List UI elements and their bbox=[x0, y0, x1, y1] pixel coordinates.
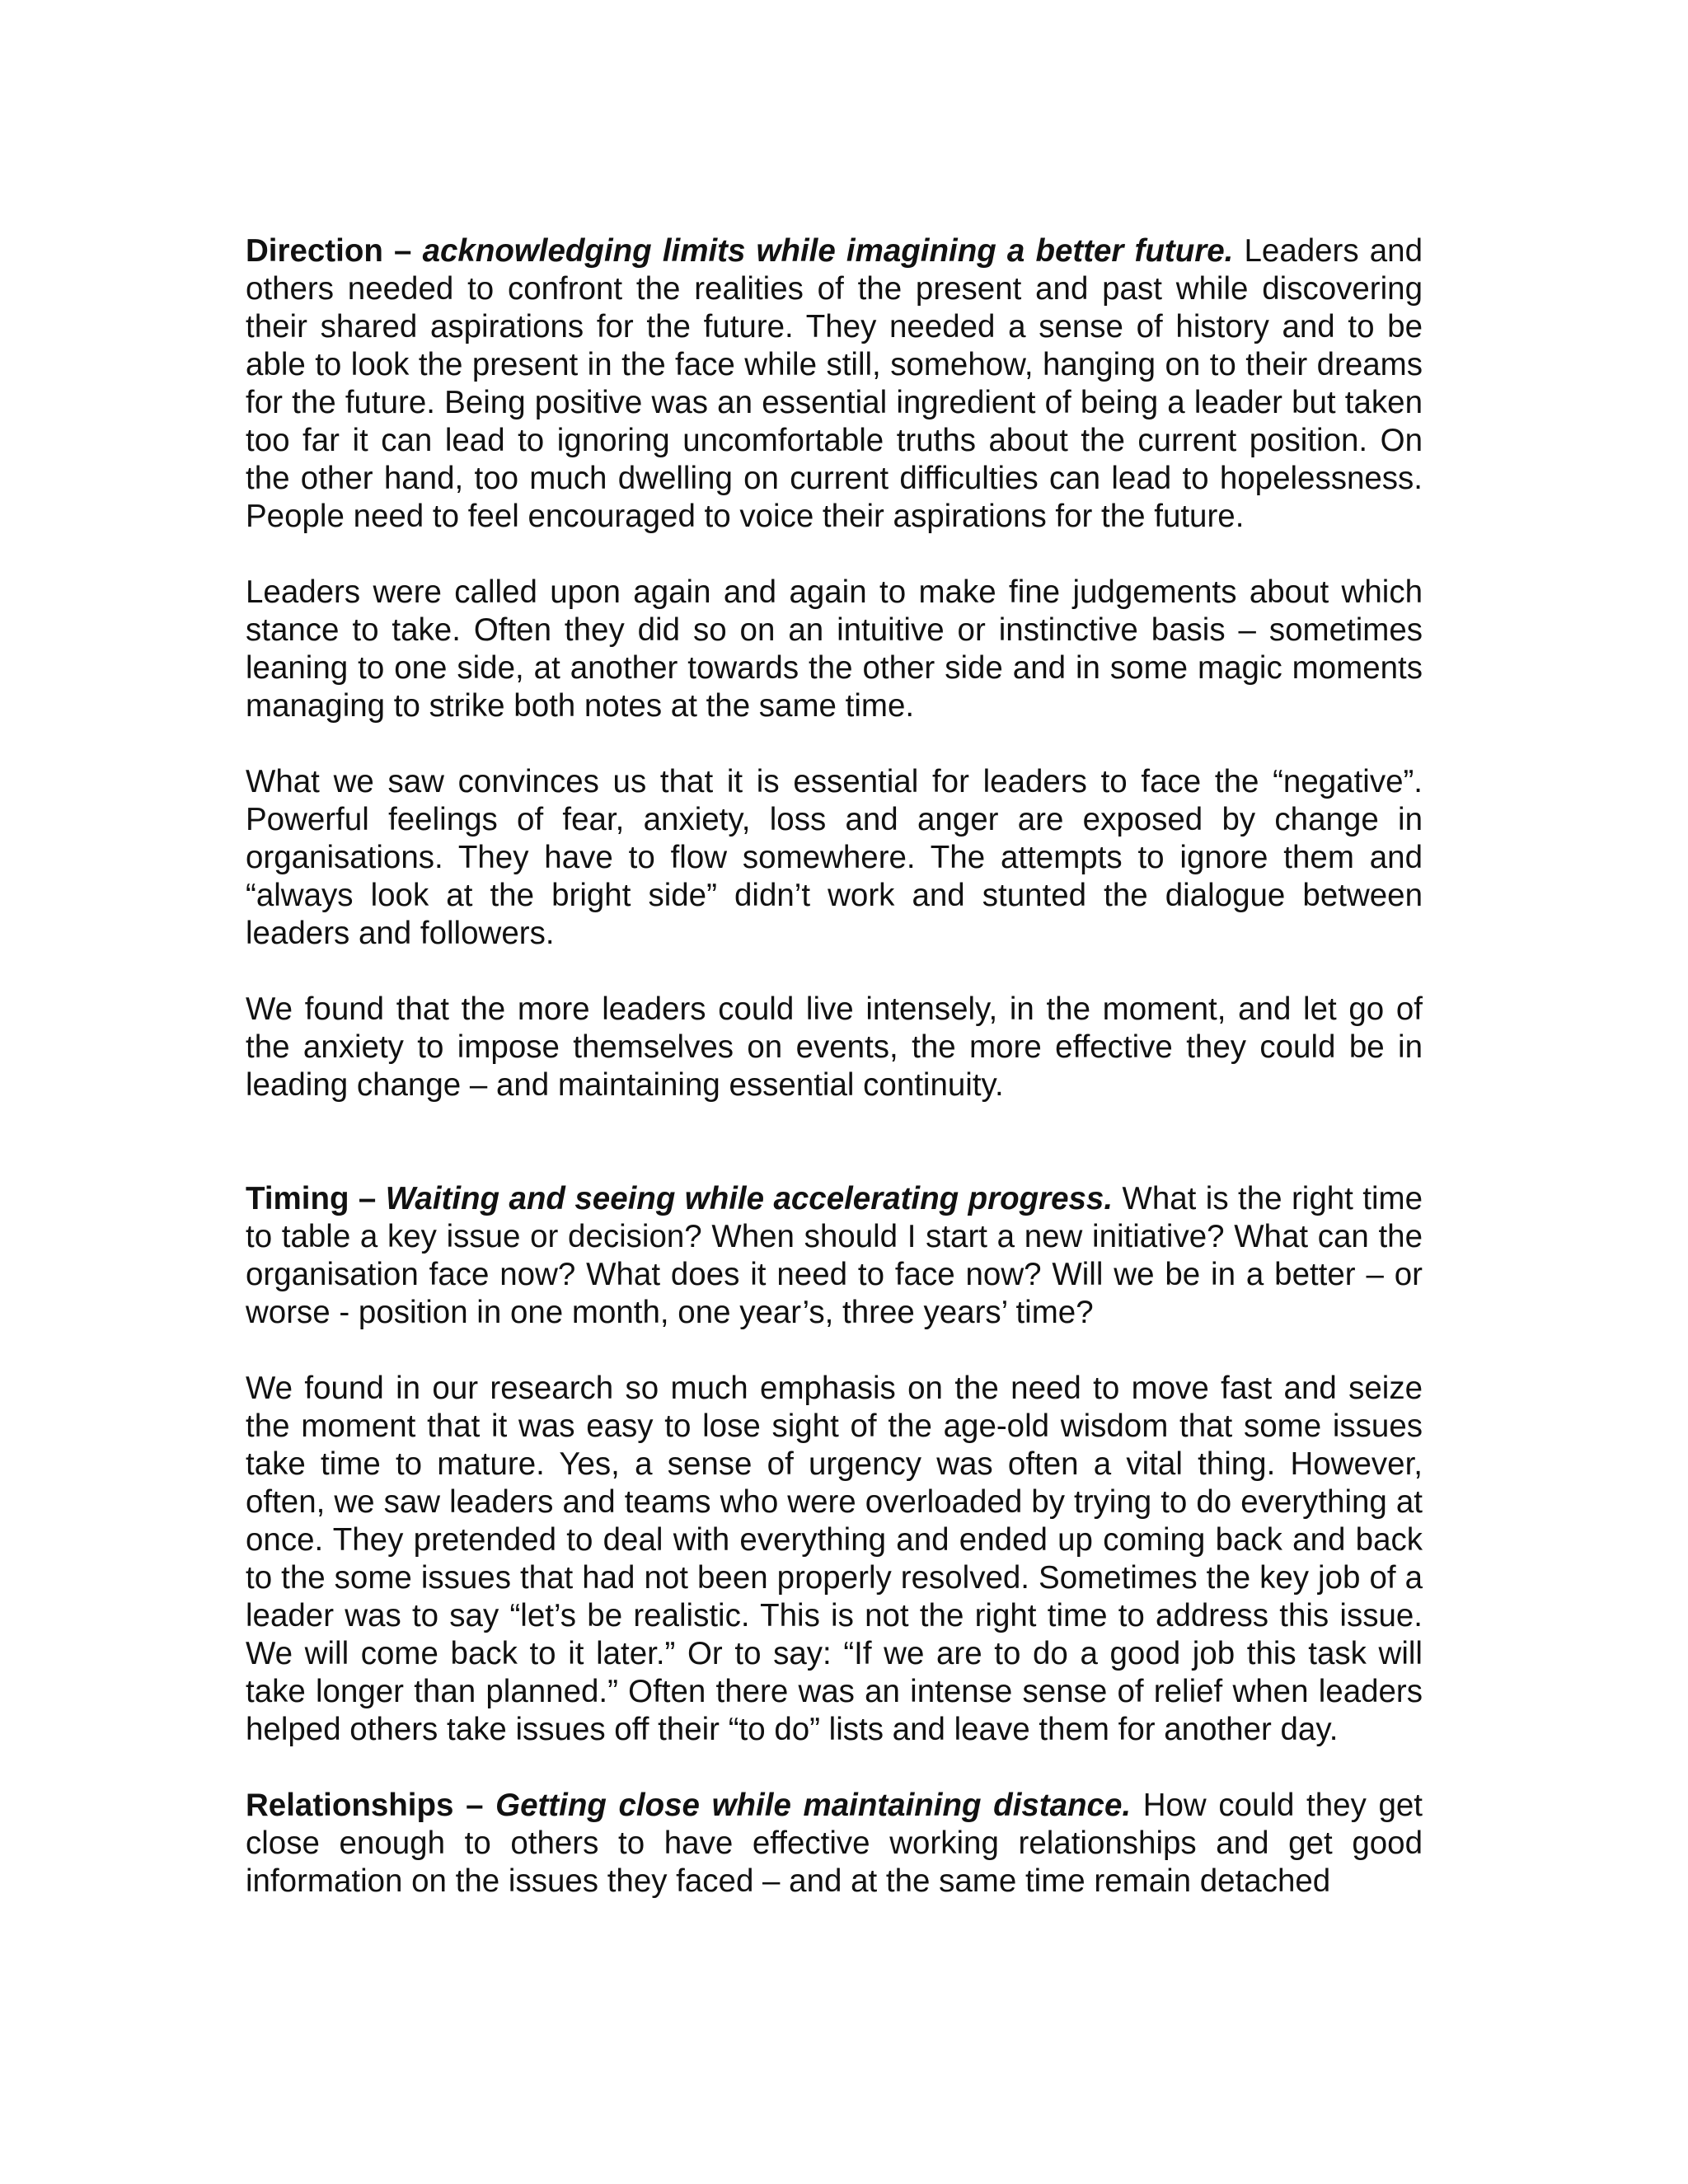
face-negative-paragraph: What we saw convinces us that it is essential for leaders to face the “negative”. Powerful feelings of fear, anxiety, loss and anger are exposed by change in organisations. They have to flow somewhere. The attempts to ignore them and “always look at the bright side” didn’t work and stunted the dialogue between leaders and followers. bbox=[246, 764, 1423, 951]
relationships-body: How could they get close enough to others to have effective working relationships and get good information on the issues they faced – and at the same time remain detached bbox=[246, 1788, 1423, 1899]
direction-subheading: acknowledging limits while imagining a better future. bbox=[422, 233, 1234, 269]
timing-body: What is the right time to table a key issue or decision? When should I start a new initiative? What can the organisation face now? What does it need to face now? Will we be in a better – or worse - position in one month, one year’s, three years’ time? bbox=[246, 1181, 1423, 1330]
timing-heading: Timing – bbox=[246, 1181, 386, 1216]
relationships-paragraph bbox=[246, 1787, 1423, 1900]
relationships-heading: Relationships – bbox=[246, 1788, 496, 1823]
direction-paragraph bbox=[246, 232, 1423, 536]
direction-heading: Direction – bbox=[246, 233, 423, 269]
fine-judgements-paragraph: Leaders were called upon again and again to make fine judgements about which stance to take. Often they did so on an intuitive or instinctive basis – sometimes leaning to one side, at another towards the other side and in some magic moments managing to strike both notes at the same time. bbox=[246, 574, 1423, 724]
document-page bbox=[246, 232, 1423, 1900]
relationships-subheading: Getting close while maintaining distance. bbox=[495, 1788, 1132, 1823]
direction-body: Leaders and others needed to confront the realities of the present and past while discovering their shared aspirations for the future. They needed a sense of history and to be able to look the present in the face while still, somehow, hanging on to their dreams for the future. Being positive was an essential ingredient of being a leader but taken too far it can lead to ignoring uncomfortable truths about the current position. On the other hand, too much dwelling on current difficulties can lead to hopelessness. People need to feel encouraged to voice their aspirations for the future. bbox=[246, 233, 1423, 534]
live-intensely-paragraph: We found that the more leaders could live intensely, in the moment, and let go of the anxiety to impose themselves on events, the more effective they could be in leading change – and maintaining essential continuity. bbox=[246, 991, 1423, 1103]
timing-subheading: Waiting and seeing while accelerating progress. bbox=[385, 1181, 1114, 1216]
timing-paragraph bbox=[246, 1180, 1423, 1332]
research-paragraph: We found in our research so much emphasis on the need to move fast and seize the moment that it was easy to lose sight of the age-old wisdom that some issues take time to mature. Yes, a sense of urgency was often a vital thing. However, often, we saw leaders and teams who were overloaded by trying to do everything at once. They pretended to deal with everything and ended up coming back and back to the some issues that had not been properly resolved. Sometimes the key job of a leader was to say “let’s be realistic. This is not the right time to address this issue. We will come back to it later.” Or to say: “If we are to do a good job this task will take longer than planned.” Often there was an intense sense of relief when leaders helped others take issues off their “to do” lists and leave them for another day. bbox=[246, 1371, 1423, 1747]
